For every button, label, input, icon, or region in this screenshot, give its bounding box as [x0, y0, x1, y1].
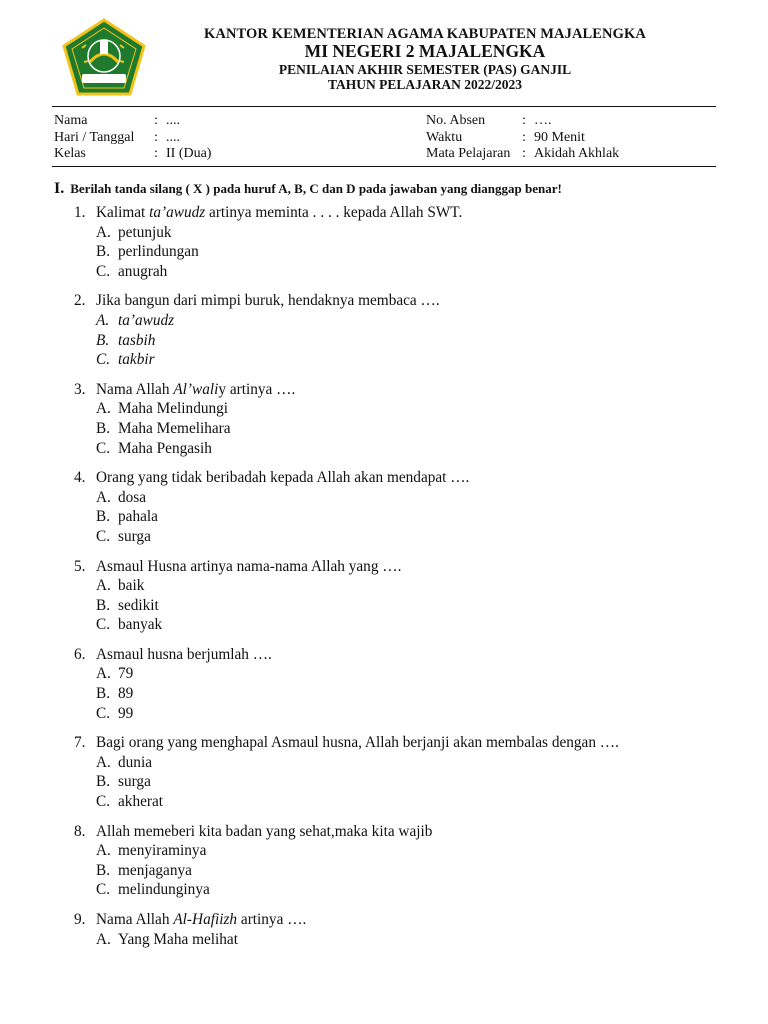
option-text: Yang Maha melihat [118, 930, 238, 948]
option-letter: A. [96, 577, 111, 595]
answer-option[interactable] [74, 262, 724, 282]
identity-value: Akidah Akhlak [534, 146, 620, 161]
identity-divider [52, 166, 716, 167]
question-text-part: artinya …. [237, 911, 307, 928]
question-stem [74, 733, 724, 753]
question-text-part: Bagi orang yang menghapal Asmaul husna, Allah berjanji akan membalas dengan …. [96, 734, 619, 752]
identity-label: Hari / Tanggal [54, 129, 135, 145]
option-letter: C. [96, 262, 111, 280]
question-text [96, 468, 724, 488]
answer-option[interactable] [74, 488, 724, 508]
identity-label: Mata Pelajaran [426, 146, 511, 161]
option-text: Maha Melindungi [118, 400, 229, 418]
school-name: MI NEGERI 2 MAJALENGKA [304, 41, 546, 62]
identity-colon: : [522, 146, 526, 161]
identity-row-date [54, 130, 211, 147]
identity-row-name [54, 113, 211, 130]
letterhead [160, 26, 690, 92]
question-text [96, 910, 724, 930]
question-text [96, 203, 724, 223]
question-item [74, 291, 724, 369]
question-text [96, 733, 724, 753]
option-text: 99 [118, 704, 134, 722]
question-text-part: Orang yang tidak beribadah kepada Allah akan mendapat …. [96, 469, 470, 487]
identity-colon: : [522, 129, 526, 145]
identity-value: 90 Menit [534, 129, 585, 145]
section-number: I. [54, 180, 65, 197]
identity-right [426, 113, 619, 163]
option-letter: A. [96, 930, 111, 948]
answer-option[interactable] [74, 311, 724, 331]
option-letter: B. [96, 331, 110, 349]
answer-option[interactable] [74, 664, 724, 684]
option-letter: C. [96, 881, 111, 899]
option-letter: C. [96, 439, 111, 457]
identity-value: …. [534, 113, 552, 128]
identity-label: Kelas [54, 146, 86, 161]
question-text-part: ta’awudz [149, 204, 206, 221]
question-item [74, 468, 724, 546]
option-letter: C. [96, 616, 111, 634]
identity-row-subject [426, 146, 619, 163]
question-text-part: Jika bangun dari mimpi buruk, hendaknya membaca …. [96, 292, 440, 310]
identity-label: Nama [54, 113, 88, 128]
option-letter: B. [96, 685, 111, 703]
answer-option[interactable] [74, 880, 724, 900]
question-list [74, 203, 724, 959]
answer-option[interactable] [74, 419, 724, 439]
answer-option[interactable] [74, 596, 724, 616]
question-stem [74, 822, 724, 842]
answer-option[interactable] [74, 576, 724, 596]
question-item [74, 380, 724, 458]
option-letter: C. [96, 351, 111, 369]
question-text-part: Nama Allah [96, 380, 174, 398]
option-letter: A. [96, 488, 111, 506]
identity-value: .... [166, 129, 180, 145]
option-letter: C. [96, 793, 111, 811]
answer-option[interactable] [74, 753, 724, 773]
option-text: melindunginya [118, 881, 210, 899]
option-text: Maha Memelihara [118, 419, 231, 437]
option-letter: C. [96, 704, 111, 722]
question-item [74, 645, 724, 723]
option-letter: A. [96, 665, 111, 683]
option-text: akherat [118, 793, 164, 811]
answer-option[interactable] [74, 331, 724, 351]
question-text-part: Nama Allah [96, 911, 174, 928]
option-letter: A. [96, 753, 111, 771]
identity-value: .... [166, 113, 180, 128]
question-item [74, 733, 724, 811]
question-number: 5. [74, 557, 86, 575]
answer-option[interactable] [74, 615, 724, 635]
option-text: perlindungan [118, 243, 199, 261]
answer-option[interactable] [74, 527, 724, 547]
instruction-text: Berilah tanda silang ( X ) pada huruf A, B, C dan D pada jawaban yang dianggap benar! [70, 181, 562, 196]
answer-option[interactable] [74, 507, 724, 527]
question-number: 6. [74, 645, 86, 663]
answer-option[interactable] [74, 704, 724, 724]
option-text: banyak [118, 616, 163, 634]
option-letter: A. [96, 223, 111, 241]
header-divider [52, 106, 716, 107]
answer-option[interactable] [74, 792, 724, 812]
option-text: dosa [118, 488, 147, 506]
answer-option[interactable] [74, 772, 724, 792]
question-text [96, 291, 724, 311]
question-text-part: Asmaul husna berjumlah …. [96, 645, 272, 663]
option-letter: B. [96, 773, 111, 791]
question-text-part: artinya meminta . . . . kepada Allah SWT. [205, 204, 463, 221]
exam-title: PENILAIAN AKHIR SEMESTER (PAS) GANJIL [278, 61, 572, 77]
answer-option[interactable] [74, 684, 724, 704]
option-text: petunjuk [118, 223, 172, 241]
question-number: 9. [74, 911, 86, 928]
question-stem [74, 468, 724, 488]
option-text: tasbih [118, 331, 156, 349]
option-letter: A. [96, 842, 111, 860]
identity-colon: : [522, 113, 526, 128]
option-text: ta’awudz [118, 311, 175, 329]
question-number: 2. [74, 292, 86, 310]
option-text: Maha Pengasih [118, 439, 212, 457]
question-number: 7. [74, 734, 86, 752]
option-text: dunia [118, 753, 152, 771]
option-letter: B. [96, 596, 111, 614]
identity-value: II (Dua) [166, 146, 212, 161]
office-name: KANTOR KEMENTERIAN AGAMA KABUPATEN MAJALENGKA [204, 26, 646, 42]
question-text-part: Asmaul Husna artinya nama-nama Allah yang …. [96, 557, 402, 575]
identity-colon: : [154, 146, 158, 161]
question-text [96, 380, 724, 400]
option-letter: B. [96, 861, 111, 879]
question-item [74, 203, 724, 281]
question-text [96, 822, 724, 842]
academic-year: TAHUN PELAJARAN 2022/2023 [327, 76, 522, 92]
option-text: anugrah [118, 262, 168, 280]
question-item [74, 822, 724, 900]
question-text-part: Al’wali [173, 380, 219, 398]
question-stem [74, 557, 724, 577]
option-letter: B. [96, 419, 111, 437]
question-number: 1. [74, 204, 86, 221]
question-item [74, 557, 724, 635]
identity-label: No. Absen [426, 113, 486, 128]
answer-option[interactable] [74, 439, 724, 459]
option-text: 89 [118, 685, 134, 703]
option-letter: B. [96, 508, 111, 526]
question-stem [74, 291, 724, 311]
question-number: 8. [74, 822, 86, 840]
option-text: surga [118, 773, 151, 791]
identity-row-time [426, 130, 619, 147]
instruction [54, 180, 562, 198]
option-letter: B. [96, 243, 111, 261]
option-letter: C. [96, 527, 111, 545]
answer-option[interactable] [74, 242, 724, 262]
option-text: sedikit [118, 596, 159, 614]
option-text: baik [118, 577, 145, 595]
identity-colon: : [154, 113, 158, 128]
question-text-part: Allah memeberi kita badan yang sehat,maka kita wajib [96, 822, 433, 840]
identity-colon: : [154, 129, 158, 145]
question-number: 3. [74, 380, 86, 398]
question-text [96, 645, 724, 665]
answer-option[interactable] [74, 861, 724, 881]
option-text: menyiraminya [118, 842, 207, 860]
question-stem [74, 203, 724, 223]
option-letter: A. [96, 400, 111, 418]
option-text: surga [118, 527, 151, 545]
question-text [96, 557, 724, 577]
option-letter: A. [96, 311, 110, 329]
identity-row-absen [426, 113, 619, 130]
identity-label: Waktu [426, 129, 463, 145]
question-stem [74, 910, 724, 930]
option-text: menjaganya [118, 861, 192, 879]
question-item [74, 910, 724, 949]
question-stem [74, 380, 724, 400]
answer-option[interactable] [74, 841, 724, 861]
identity-row-class [54, 146, 211, 163]
question-stem [74, 645, 724, 665]
option-text: pahala [118, 508, 158, 526]
kemenag-logo [60, 18, 148, 96]
answer-option[interactable] [74, 399, 724, 419]
option-text: takbir [118, 351, 155, 369]
answer-option[interactable] [74, 223, 724, 243]
question-text-part: Al-Hafiizh [173, 911, 238, 928]
question-text-part: y artinya …. [218, 380, 296, 398]
question-text-part: Kalimat [96, 204, 150, 221]
option-text: 79 [118, 665, 134, 683]
answer-option[interactable] [74, 930, 724, 950]
identity-left [54, 113, 211, 163]
question-number: 4. [74, 469, 86, 487]
answer-option[interactable] [74, 350, 724, 370]
